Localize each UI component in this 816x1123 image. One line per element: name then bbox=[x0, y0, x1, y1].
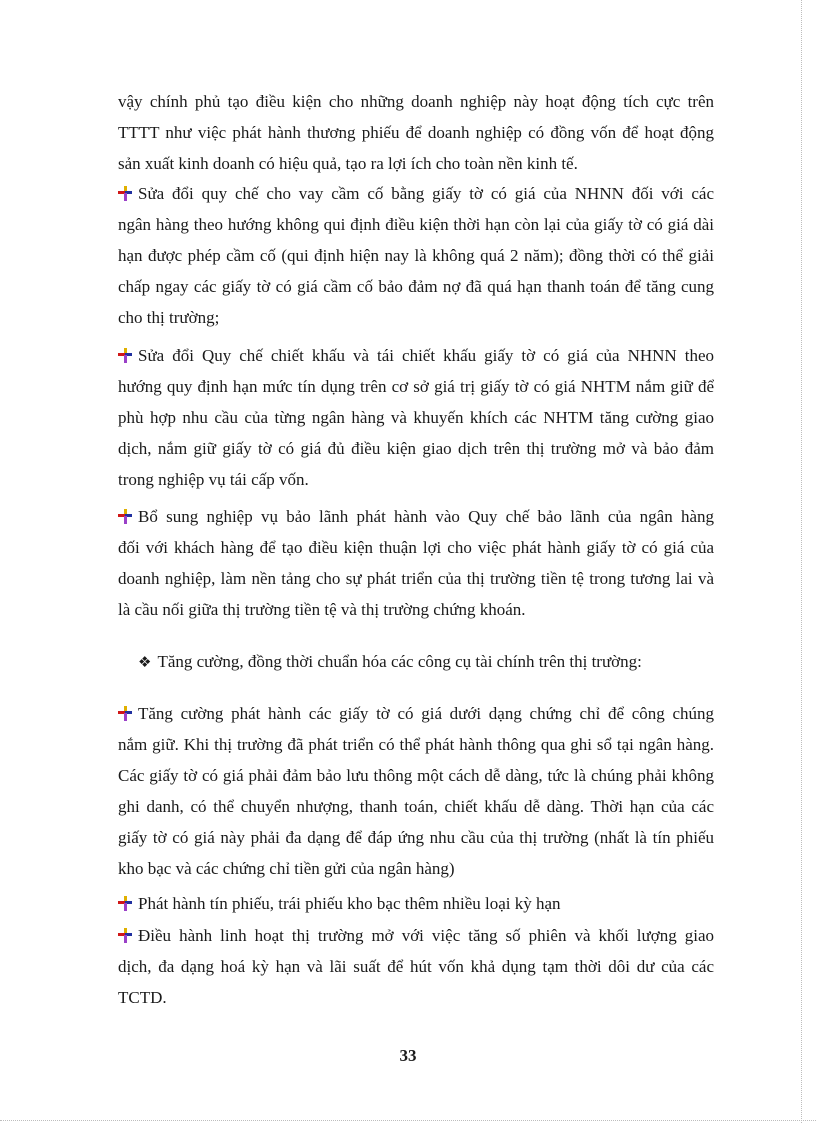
paragraph-section-heading bbox=[138, 646, 714, 678]
text-line: TCTD. bbox=[118, 988, 167, 1007]
text-line: Tăng cường, đồng thời chuẩn hóa các công cụ tài chính trên thị trường: bbox=[157, 652, 642, 671]
text-line: chấp ngay các giấy tờ có giá cầm cố bảo đảm nợ đã quá hạn thanh toán để tăng cung bbox=[118, 277, 714, 296]
text-line-with-bullet bbox=[118, 178, 714, 209]
text-line: Các giấy tờ có giá phải đảm bảo lưu thông một cách dễ dàng, tức là chúng phải không bbox=[118, 766, 714, 785]
text-line: trong nghiệp vụ tái cấp vốn. bbox=[118, 470, 309, 489]
text-line-with-bullet bbox=[118, 920, 714, 951]
text-line: kho bạc và các chứng chỉ tiền gửi của ngân hàng) bbox=[118, 859, 455, 878]
text-line: nắm giữ. Khi thị trường đã phát triển có thể phát hành thông qua ghi sổ tại ngân hàng. bbox=[118, 735, 714, 754]
page-number: 33 bbox=[399, 1046, 417, 1065]
text-line-with-bullet bbox=[118, 501, 714, 532]
page-edge-bottom bbox=[0, 1120, 816, 1121]
diamond-bullet-icon: ❖ bbox=[138, 653, 152, 671]
paragraph-bullet-collateral-loans bbox=[118, 178, 714, 333]
text-line-with-bullet bbox=[138, 646, 714, 678]
text-line: hướng quy định hạn mức tín dụng trên cơ sở giá trị giấy tờ có giá NHTM nắm giữ để bbox=[118, 377, 714, 396]
paragraph-bullet-certificates bbox=[118, 698, 714, 884]
text-line: phù hợp nhu cầu của từng ngân hàng và khuyến khích các NHTM tăng cường giao bbox=[118, 408, 714, 427]
text-line: ngân hàng theo hướng không qui định điều kiện thời hạn còn lại của giấy tờ có giá dài bbox=[118, 215, 714, 234]
text-line: Tăng cường phát hành các giấy tờ có giá dưới dạng chứng chỉ để công chúng bbox=[138, 704, 714, 723]
text-line: TTTT như việc phát hành thương phiếu để doanh nghiệp có đồng vốn để hoạt động bbox=[118, 123, 714, 142]
text-line: cho thị trường; bbox=[118, 308, 220, 327]
text-line-with-bullet bbox=[118, 698, 714, 729]
paragraph-bullet-treasury bbox=[118, 888, 714, 919]
plus-bullet-icon bbox=[118, 706, 132, 721]
text-line: Sửa đổi Quy chế chiết khấu và tái chiết khấu giấy tờ có giá của NHNN theo bbox=[138, 346, 714, 365]
text-line: đối với khách hàng để tạo điều kiện thuận lợi cho việc phát hành giấy tờ có giá của bbox=[118, 538, 714, 557]
text-line: doanh nghiệp, làm nền tảng cho sự phát triển của thị trường tiền tệ trong tương lai và bbox=[118, 569, 714, 588]
text-line-with-bullet bbox=[118, 340, 714, 371]
page-edge-right bbox=[801, 0, 802, 1123]
text-line-with-bullet bbox=[118, 888, 714, 919]
text-line: Điều hành linh hoạt thị trường mở với việc tăng số phiên và khối lượng giao bbox=[138, 926, 714, 945]
text-line: giấy tờ có giá này phải đa dạng để đáp ứng nhu cầu của thị trường (nhất là tín phiếu bbox=[118, 828, 714, 847]
text-line: Bổ sung nghiệp vụ bảo lãnh phát hành vào Quy chế bảo lãnh của ngân hàng bbox=[138, 507, 714, 526]
text-line: Sửa đổi quy chế cho vay cầm cố bằng giấy tờ có giá của NHNN đối với các bbox=[138, 184, 714, 203]
text-line: ghi danh, có thể chuyển nhượng, thanh toán, chiết khấu dễ dàng. Thời hạn của các bbox=[118, 797, 714, 816]
text-line: vậy chính phủ tạo điều kiện cho những doanh nghiệp này hoạt động tích cực trên bbox=[118, 92, 714, 111]
paragraph-bullet-guarantee bbox=[118, 501, 714, 625]
text-line: là cầu nối giữa thị trường tiền tệ và thị trường chứng khoán. bbox=[118, 600, 526, 619]
plus-bullet-icon bbox=[118, 896, 132, 911]
plus-bullet-icon bbox=[118, 928, 132, 943]
plus-bullet-icon bbox=[118, 509, 132, 524]
text-line: dịch, đa dạng hoá kỳ hạn và lãi suất để hút vốn khả dụng tạm thời dôi dư của các bbox=[118, 957, 714, 976]
text-line: sản xuất kinh doanh có hiệu quả, tạo ra lợi ích cho toàn nền kinh tế. bbox=[118, 154, 578, 173]
paragraph-bullet-open-market bbox=[118, 920, 714, 1013]
plus-bullet-icon bbox=[118, 186, 132, 201]
paragraph-bullet-discounting bbox=[118, 340, 714, 495]
plus-bullet-icon bbox=[118, 348, 132, 363]
text-line: Phát hành tín phiếu, trái phiếu kho bạc thêm nhiều loại kỳ hạn bbox=[138, 894, 561, 913]
text-line: dịch, nắm giữ giấy tờ có giá đủ điều kiện giao dịch trên thị trường mở và bảo đảm bbox=[118, 439, 714, 458]
text-line: hạn được phép cầm cố (qui định hiện nay là không quá 2 năm); đồng thời có thể giải bbox=[118, 246, 714, 265]
paragraph-intro bbox=[118, 86, 714, 179]
